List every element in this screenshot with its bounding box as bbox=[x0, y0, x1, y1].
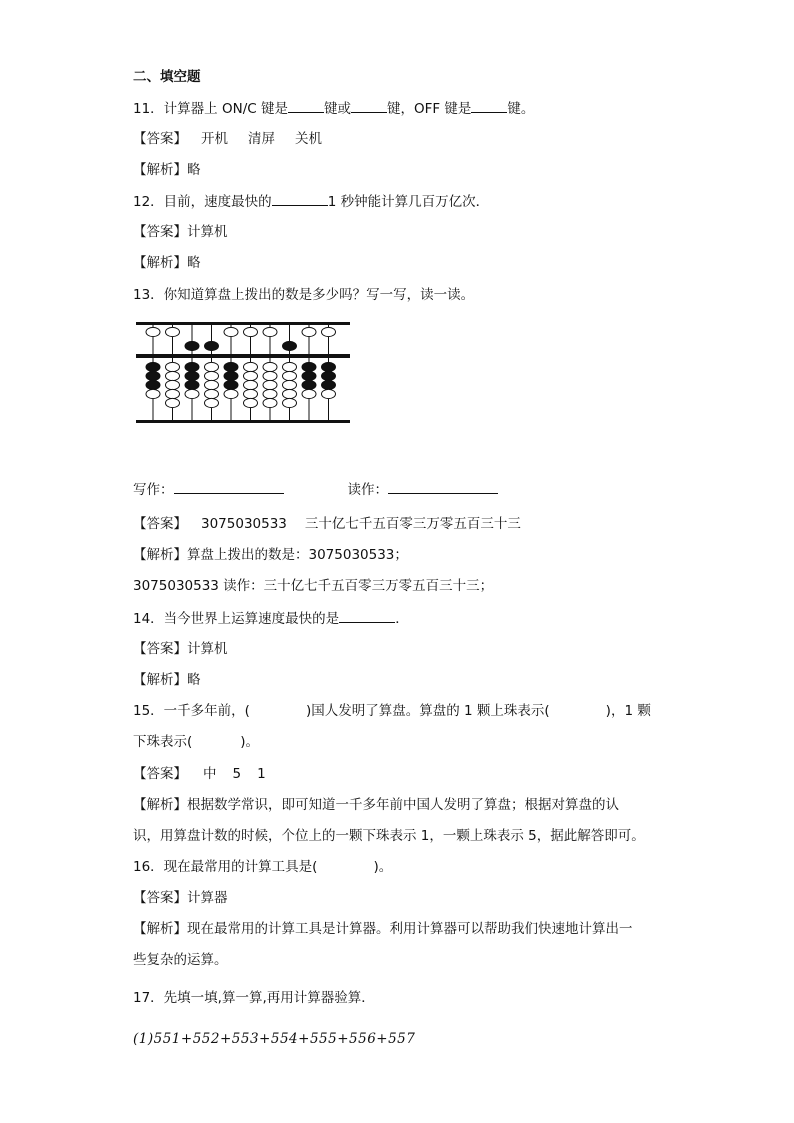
expression-17: (1)551+552+553+554+555+556+557 bbox=[133, 1031, 416, 1047]
abacus-lower-bead bbox=[263, 398, 277, 407]
abacus-lower-bead bbox=[205, 389, 219, 398]
abacus-lower-bead bbox=[166, 389, 180, 398]
abacus-lower-bead-active bbox=[185, 380, 199, 389]
answer-12: 【答案】计算机 bbox=[133, 224, 228, 240]
answer-blank bbox=[288, 98, 324, 113]
section-title: 二、填空题 bbox=[133, 69, 201, 85]
abacus-lower-bead bbox=[283, 398, 297, 407]
abacus-upper-bead bbox=[166, 327, 180, 336]
answer-16: 【答案】计算器 bbox=[133, 890, 228, 906]
answer-11: 【答案】 开机 清屏 关机 bbox=[133, 131, 322, 147]
question-11: 11．计算器上 ON/C 键是 键或 键，OFF 键是 键。 bbox=[133, 98, 534, 119]
abacus-lower-bead-active bbox=[224, 380, 238, 389]
abacus-figure bbox=[136, 322, 352, 426]
question-13: 13．你知道算盘上拨出的数是多少吗？写一写，读一读。 bbox=[133, 287, 475, 303]
abacus-lower-bead bbox=[244, 398, 258, 407]
analysis-14: 【解析】略 bbox=[133, 672, 201, 688]
abacus-lower-bead bbox=[224, 389, 238, 398]
analysis-15: 【解析】根据数学常识，即可知道一千多年前中国人发明了算盘；根据对算盘的认 bbox=[133, 797, 619, 813]
abacus-lower-bead-active bbox=[146, 371, 160, 380]
question-17: 17．先填一填,算一算,再用计算器验算． bbox=[133, 990, 375, 1006]
abacus-lower-bead-active bbox=[185, 362, 199, 371]
abacus-lower-bead bbox=[283, 371, 297, 380]
abacus-bottom-frame bbox=[136, 420, 350, 423]
analysis-12: 【解析】略 bbox=[133, 255, 201, 271]
abacus-upper-bead bbox=[302, 327, 316, 336]
abacus-upper-bead-active bbox=[185, 341, 199, 350]
question-12: 12．目前，速度最快的 1 秒钟能计算几百万亿次． bbox=[133, 191, 489, 212]
abacus-lower-bead-active bbox=[322, 371, 336, 380]
question-15-line2: 下珠表示( )。 bbox=[133, 734, 260, 750]
abacus-lower-bead bbox=[205, 398, 219, 407]
abacus-lower-bead bbox=[166, 371, 180, 380]
abacus-lower-bead bbox=[322, 389, 336, 398]
abacus-lower-bead bbox=[166, 398, 180, 407]
abacus-lower-bead bbox=[283, 380, 297, 389]
abacus-upper-bead bbox=[224, 327, 238, 336]
answer-blank bbox=[272, 191, 328, 206]
abacus-lower-bead bbox=[263, 362, 277, 371]
analysis-16-line2: 些复杂的运算。 bbox=[133, 952, 228, 968]
abacus-lower-bead bbox=[166, 380, 180, 389]
abacus-lower-bead-active bbox=[146, 380, 160, 389]
abacus-upper-bead bbox=[146, 327, 160, 336]
abacus-upper-bead-active bbox=[283, 341, 297, 350]
abacus-lower-bead-active bbox=[322, 380, 336, 389]
abacus-upper-bead-active bbox=[205, 341, 219, 350]
abacus-lower-bead bbox=[302, 389, 316, 398]
write-blank bbox=[174, 479, 284, 494]
abacus-beam bbox=[136, 354, 350, 358]
analysis-13: 【解析】算盘上拨出的数是：3075030533； bbox=[133, 547, 408, 563]
abacus-lower-bead bbox=[205, 362, 219, 371]
answer-blank bbox=[351, 98, 387, 113]
abacus-lower-bead-active bbox=[302, 371, 316, 380]
abacus-top-frame bbox=[136, 322, 350, 325]
abacus-lower-bead bbox=[244, 380, 258, 389]
answer-blank bbox=[471, 98, 507, 113]
abacus-lower-bead-active bbox=[224, 371, 238, 380]
abacus-lower-bead bbox=[283, 389, 297, 398]
abacus-lower-bead bbox=[263, 389, 277, 398]
abacus-lower-bead bbox=[205, 371, 219, 380]
answer-14: 【答案】计算机 bbox=[133, 641, 228, 657]
abacus-lower-bead bbox=[244, 362, 258, 371]
abacus-lower-bead-active bbox=[302, 362, 316, 371]
abacus-lower-bead bbox=[244, 371, 258, 380]
question-16: 16．现在最常用的计算工具是( )。 bbox=[133, 859, 393, 875]
abacus-lower-bead bbox=[263, 371, 277, 380]
analysis-13-line2: 3075030533 读作：三十亿七千五百零三万零五百三十三； bbox=[133, 578, 494, 594]
abacus-lower-bead bbox=[283, 362, 297, 371]
abacus-lower-bead bbox=[244, 389, 258, 398]
abacus-upper-bead bbox=[244, 327, 258, 336]
question-14: 14．当今世界上运算速度最快的是 ． bbox=[133, 608, 409, 629]
abacus-lower-bead bbox=[263, 380, 277, 389]
abacus-upper-bead bbox=[263, 327, 277, 336]
question-15: 15．一千多年前，( )国人发明了算盘。算盘的 1 颗上珠表示( )，1 颗 bbox=[133, 703, 651, 719]
abacus-lower-bead bbox=[146, 389, 160, 398]
abacus-lower-bead-active bbox=[302, 380, 316, 389]
abacus-lower-bead-active bbox=[322, 362, 336, 371]
abacus-lower-bead bbox=[166, 362, 180, 371]
analysis-11: 【解析】略 bbox=[133, 162, 201, 178]
read-blank bbox=[388, 479, 498, 494]
abacus-lower-bead bbox=[205, 380, 219, 389]
abacus-upper-bead bbox=[322, 327, 336, 336]
answer-13: 【答案】 3075030533 三十亿七千五百零三万零五百三十三 bbox=[133, 516, 521, 532]
abacus-lower-bead-active bbox=[224, 362, 238, 371]
abacus-lower-bead-active bbox=[146, 362, 160, 371]
analysis-15-line2: 识，用算盘计数的时候，个位上的一颗下珠表示 1，一颗上珠表示 5，据此解答即可。 bbox=[133, 828, 645, 844]
abacus-lower-bead bbox=[185, 389, 199, 398]
answer-blank bbox=[339, 608, 395, 623]
write-read-row bbox=[133, 479, 498, 500]
answer-15: 【答案】 中 5 1 bbox=[133, 766, 266, 782]
analysis-16: 【解析】现在最常用的计算工具是计算器。利用计算器可以帮助我们快速地计算出一 bbox=[133, 921, 633, 937]
write-label: 写作： bbox=[133, 482, 174, 498]
read-label: 读作： bbox=[347, 482, 388, 498]
abacus-lower-bead-active bbox=[185, 371, 199, 380]
